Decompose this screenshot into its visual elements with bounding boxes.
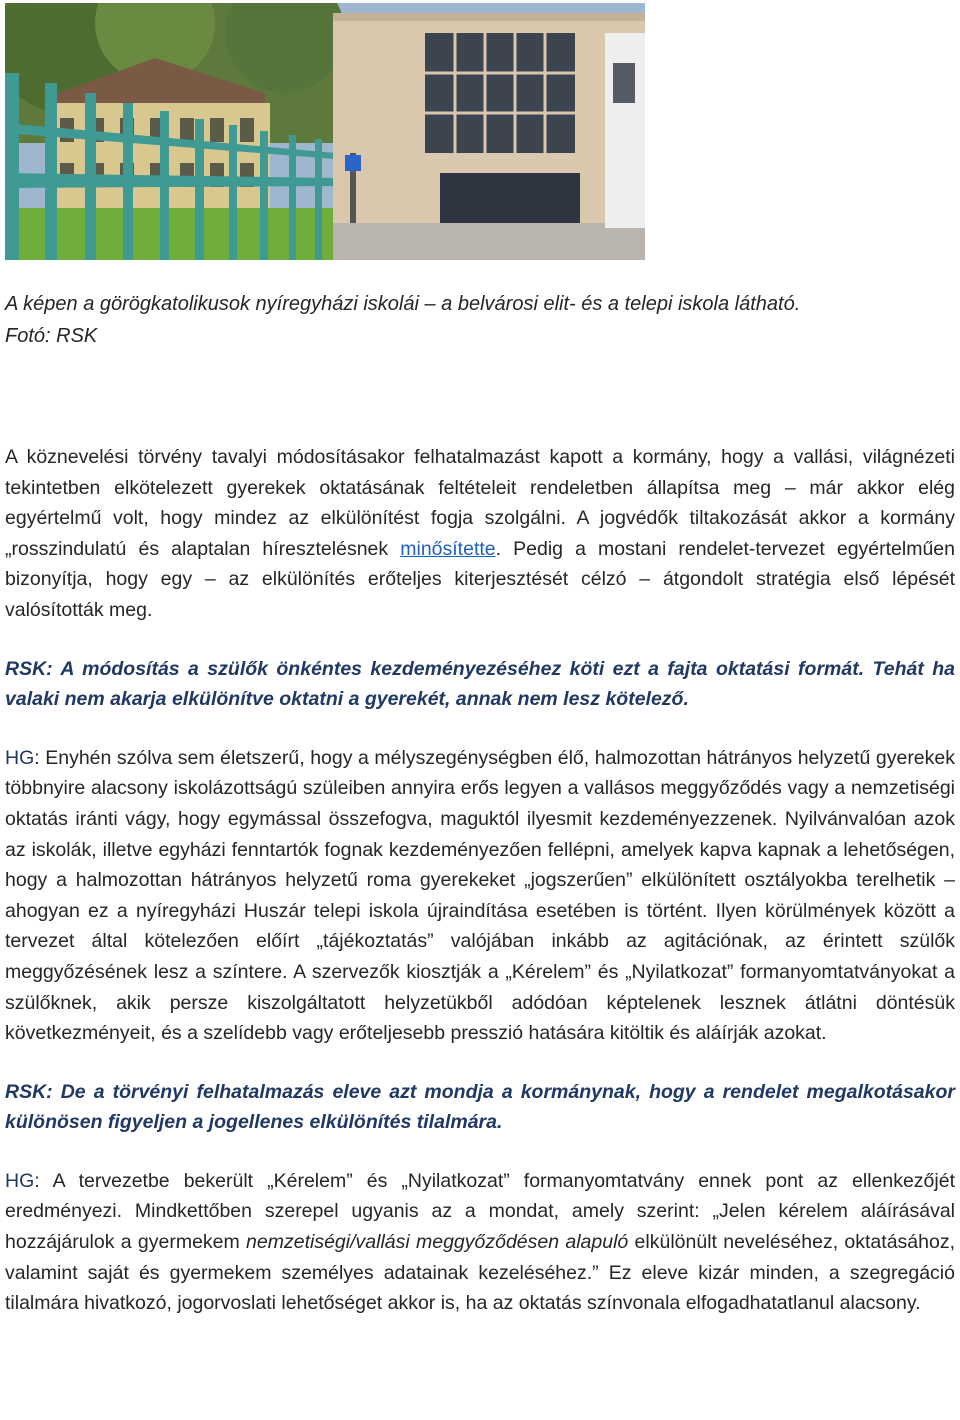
answer-2-italic: nemzetiségi/vallási meggyőződésen alapuló (246, 1231, 629, 1254)
question-1-text: : A módosítás a szülők önkéntes kezdeményezéséhez köti ezt a fajta oktatási formát. Tehát ha valaki nem akarja elkülönítve oktatni a gyerekét, annak nem lesz kötelező. (5, 657, 955, 711)
speaker-rsk: RSK (5, 1080, 47, 1103)
intro-paragraph (5, 442, 955, 626)
photo-credit: Fotó: RSK (5, 325, 98, 347)
answer-2-text-1: : A tervezetbe bekerült „Kérelem” és „Nyilatkozat” formanyomtatvány ennek pont az ellenkezőjét eredményezi. Mindkettőben szerepel ugyanis az a mondat, amely szerint: „Jelen kérelem aláírásával hozzájárulok a gyermekem (5, 1169, 955, 1254)
speaker-hg: HG (5, 746, 35, 769)
answer-2 (5, 1166, 955, 1319)
question-2 (5, 1077, 955, 1138)
question-1 (5, 654, 955, 715)
answer-1-text: : Enyhén szólva sem életszerű, hogy a mélyszegénységben élő, halmozottan hátrányos helyzetű gyerekek többnyire alacsony iskolázottságú szüleiben annyira erős legyen a vallásos meggyőződés vagy a nemzetiségi oktatás iránti vágy, hogy egymással összefogva, maguktól ilyesmit kezdeményezzenek. Nyilvánvalóan azok az iskolák, illetve egyházi fenntartók fognak kezdeményezően fellépni, amelyek kapva kapnak a lehetőségen, hogy a halmozottan hátrányos helyzetű roma gyerekeket „jogszerűen” elkülönített osztályokba terelhetik – ahogyan ez a nyíregyházi Huszár telepi iskola újraindítása esetében is történt. Ilyen körülmények között a tervezet által kötelezően előírt „tájékoztatás” valójában inkább az agitációnak, az érintett szülők meggyőzésének lesz a színtere. A szervezők kiosztják a „Kérelem” és „Nyilatkozat” formanyomtatványokat a szülőknek, akik persze kiszolgáltatott helyzetükből adódóan képtelenek lesznek átlátni döntésük következményeit, és a szelídebb vagy erőteljesebb presszió hatására kitöltik és aláírják azokat. (5, 746, 955, 1045)
answer-2-text-2: elkülönült neveléséhez, oktatásához, valamint saját és gyermekem személyes adatainak kezeléséhez.” Ez eleve kizár minden, a szegregáció tilalmára hivatkozó, jogorvoslati lehetőséget akkor is, ha az oktatás színvonala elfogadhatatlanul alacsony. (5, 1231, 955, 1315)
article-photo (5, 3, 645, 260)
caption-text: A képen a görögkatolikusok nyíregyházi iskolái – a belvárosi elit- és a telepi iskola látható. (5, 293, 801, 315)
answer-1 (5, 743, 955, 1049)
speaker-rsk: RSK (5, 657, 47, 680)
article-body (5, 442, 955, 1347)
intro-text-2: . Pedig a mostani rendelet-tervezet egyértelműen bizonyítja, hogy egy – az elkülönítés erőteljes kiterjesztését célzó – átgondolt stratégia első lépését valósították meg. (5, 537, 955, 621)
photo-caption (5, 288, 955, 352)
speaker-hg: HG (5, 1169, 35, 1192)
minositette-link[interactable]: minősítette (400, 537, 496, 560)
question-2-text: : De a törvényi felhatalmazás eleve azt mondja a kormánynak, hogy a rendelet megalkotásakor különösen figyeljen a jogellenes elkülönítés tilalmára. (5, 1080, 955, 1134)
intro-text-1: A köznevelési törvény tavalyi módosításakor felhatalmazást kapott a kormány, hogy a vallási, világnézeti tekintetben elkötelezett gyerekek oktatásának feltételeit rendeletben állapítsa meg – már akkor elég egyértelmű volt, hogy mindez az elkülönítést fogja szolgálni. A jogvédők tiltakozását akkor a kormány „rosszindulatú és alaptalan híresztelésnek (5, 446, 955, 560)
